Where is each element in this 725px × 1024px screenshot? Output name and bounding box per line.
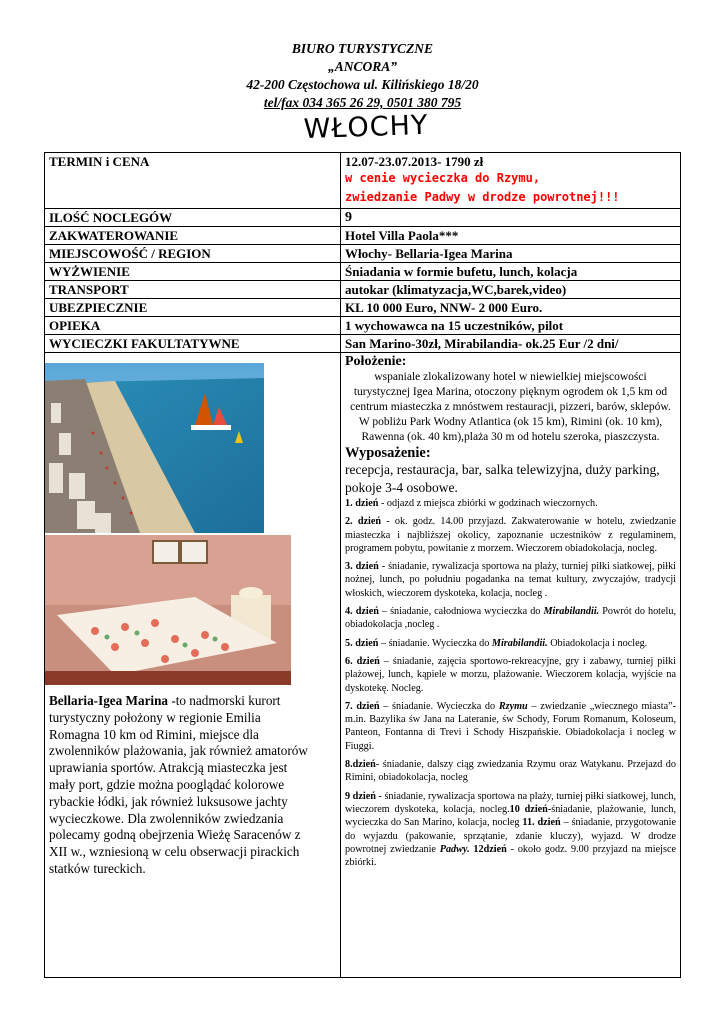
day-text: śniadanie, plażowanie, lunch, wycieczka do San Marino, kolacja, nocleg <box>345 803 677 829</box>
price-note-2: zwiedzanie Padwy w drodze powrotnej!!! <box>345 190 620 204</box>
day-head: 9 dzień <box>345 790 376 802</box>
row-value-optional-trips: San Marino-30zł, Mirabilandia- ok.25 Eur /2 dni/ <box>341 335 681 353</box>
agency-brand: „ANCORA” <box>327 59 398 74</box>
row-value-region: Włochy- Bellaria-Igea Marina <box>341 245 681 263</box>
day-destination: Mirabilandii. <box>491 637 548 649</box>
country-title: WŁOCHY <box>303 109 429 146</box>
day-text: - śniadanie, dalszy ciąg zwiedzania Rzymu oraz Watykanu. Przejazd do Rimini, obiadokolacja, nocleg <box>345 759 676 784</box>
row-label-transport: TRANSPORT <box>45 281 341 299</box>
table-row <box>45 153 681 209</box>
table-row <box>45 317 681 335</box>
beach-photo <box>45 363 264 533</box>
table-row <box>45 335 681 353</box>
resort-text: -to nadmorski kurort turystyczny położony w regionie Emilia Romagna 10 km od Rimini, miejsce dla zwolenników plażowania, jak również amatorów uprawiania sportów. Atrakcją miasteczka jest mały port, gdzie można pooglądać kolorowe rybackie łódki, jak również luksusowe jachty wycieczkowe. Dla zwolenników zwiedzania polecamy godną obejrzenia Wieżę Saracenów z XII w., wzniesioną w celu obserwacji pirackich statków tureckich. <box>49 693 308 876</box>
table-row <box>45 245 681 263</box>
row-label-term: TERMIN i CENA <box>45 153 341 209</box>
description-cell <box>45 353 341 978</box>
row-value-care: 1 wychowawca na 15 uczestników, pilot <box>341 317 681 335</box>
row-label-region: MIEJSCOWOŚĆ / REGION <box>45 245 341 263</box>
day-head: 8.dzień <box>345 759 376 771</box>
row-value-term <box>341 153 681 209</box>
table-row <box>45 227 681 245</box>
row-value-meals: Śniadania w formie bufetu, lunch, kolacja <box>341 263 681 281</box>
term-price: 12.07-23.07.2013- 1790 zł <box>345 154 484 169</box>
day-text: - około godz. 9.00 przyjazd na miejsce zbiórki. <box>345 843 676 869</box>
day-text: - śniadanie, rywalizacja sportowa na plaży, turniej piłki siatkowej, lunch, wieczorem dyskoteka, kolacja, nocleg. <box>345 790 676 815</box>
day-head: 10 dzień- <box>509 803 552 815</box>
table-row <box>45 353 681 978</box>
day-text: Obiadokolacja i nocleg. <box>547 637 648 649</box>
day-text: – śniadanie, całodniowa wycieczka do <box>378 606 544 618</box>
day-head: 1. dzień <box>345 498 379 509</box>
agency-phone: tel/fax 034 365 26 29, 0501 380 795 <box>263 95 462 110</box>
day-head: 4. dzień <box>345 606 379 618</box>
table-row <box>45 299 681 317</box>
day-head: 2. dzień <box>345 516 382 528</box>
row-value-nights: 9 <box>341 209 681 227</box>
day-item <box>345 700 676 753</box>
table-row <box>45 209 681 227</box>
agency-address: 42-200 Częstochowa ul. Kilińskiego 18/20 <box>246 77 479 92</box>
day-item <box>345 655 676 695</box>
day-item <box>345 515 676 555</box>
equipment-text: recepcja, restauracja, bar, salka telewizyjna, duży parking, pokoje 3-4 osobowe. <box>345 462 660 495</box>
table-row <box>45 263 681 281</box>
day-item <box>345 497 676 510</box>
day-item <box>345 637 676 650</box>
day-item <box>345 605 676 632</box>
location-title: Położenie: <box>345 354 407 369</box>
row-value-insurance: KL 10 000 Euro, NNW- 2 000 Euro. <box>341 299 681 317</box>
day-item <box>345 790 676 870</box>
hotel-room-photo <box>45 535 291 685</box>
day-text: – śniadanie, przygotowanie do wyjazdu (pakowanie, sprzątanie, zdanie kluczy), wyjazd. W drodze powrotnej zwiedzanie <box>345 817 676 855</box>
day-head: 6. dzień <box>345 655 380 667</box>
day-text: - ok. godz. 14.00 przyjazd. Zakwaterowanie w hotelu, zwiedzanie miasteczka i najbliższej okolicy, zapoznanie uczestników z regulaminem, programem pobytu, powitanie z morzem. Wieczorem obiadokolacja, nocleg. <box>345 516 676 554</box>
day-text: – śniadanie, zajęcia sportowo-rekreacyjne, gry i zabawy, turniej piłki plażowej, lunch, kąpiele w morzu, plażowanie. Wieczorem kolacja, wyjście na dyskotekę. Nocleg. <box>345 655 676 694</box>
row-label-meals: WYŻWIENIE <box>45 263 341 281</box>
table-row <box>45 281 681 299</box>
day-head: 11. dzień <box>522 817 561 829</box>
resort-description <box>49 693 311 878</box>
row-value-transport: autokar (klimatyzacja,WC,barek,video) <box>341 281 681 299</box>
day-head: 5. dzień <box>345 637 379 649</box>
price-note-1: w cenie wycieczka do Rzymu, <box>345 171 541 185</box>
day-destination: Rzymu <box>498 700 528 712</box>
day-destination: Mirabilandii. <box>543 606 600 618</box>
day-text: – śniadanie. Wycieczka do <box>378 637 492 649</box>
agency-name: BIURO TURYSTYCZNE <box>291 41 434 56</box>
program-cell <box>341 353 681 978</box>
resort-name: Bellaria-Igea Marina <box>49 693 169 708</box>
day-text: - odjazd z miejsca zbiórki w godzinach wieczornych. <box>378 498 598 509</box>
day-head: 7. dzień <box>345 700 380 712</box>
row-label-insurance: UBEZPIECZNIE <box>45 299 341 317</box>
row-label-care: OPIEKA <box>45 317 341 335</box>
agency-header <box>0 40 725 112</box>
row-label-nights: ILOŚĆ NOCLEGÓW <box>45 209 341 227</box>
day-text: - śniadanie, rywalizacja sportowa na plaży, turniej piłki siatkowej, piłki nożnej, lunch, po południu pogadanka na temat kultury, zwyczajów, tradycji włoskich, wieczorem dyskoteka, kolacja, nocleg . <box>345 561 676 599</box>
row-label-optional-trips: WYCIECZKI FAKULTATYWNE <box>45 335 341 353</box>
day-head: 12dzień <box>469 843 507 855</box>
day-destination: Padwy. <box>439 843 470 855</box>
day-item <box>345 758 676 785</box>
day-text: – zwiedzanie „wiecznego miasta”-m.in. Bazylika św Jana na Lateranie, św Schody, Forum Romanum, Koloseum, Panteon, Fontanna di Trevi i Schody Hiszpańskie. Obiadokolacja i nocleg w Fiuggi. <box>345 700 677 752</box>
day-text: – śniadanie. Wycieczka do <box>379 700 499 712</box>
equipment-title: Wyposażenie: <box>345 445 431 461</box>
day-head: 3. dzień <box>345 561 379 573</box>
location-text: wspaniale zlokalizowany hotel w niewielkiej miejscowości turystycznej Igea Marina, otoczony pięknym ogrodem ok 1,5 km od centrum miasteczka z mnóstwem restauracji, pizzeri, barów, sklepów. W pobliżu Park Wodny Atlantica (ok 15 km), Rimini (ok. 10 km), Rawenna (ok. 40 km),plaża 30 m od hotelu szeroka, piaszczysta. <box>350 371 671 443</box>
row-value-accommodation: Hotel Villa Paola*** <box>341 227 681 245</box>
offer-table <box>44 152 681 978</box>
day-item <box>345 560 676 600</box>
day-text: Powrót do hotelu, obiadokolacja ,nocleg . <box>345 606 676 631</box>
row-label-accommodation: ZAKWATEROWANIE <box>45 227 341 245</box>
